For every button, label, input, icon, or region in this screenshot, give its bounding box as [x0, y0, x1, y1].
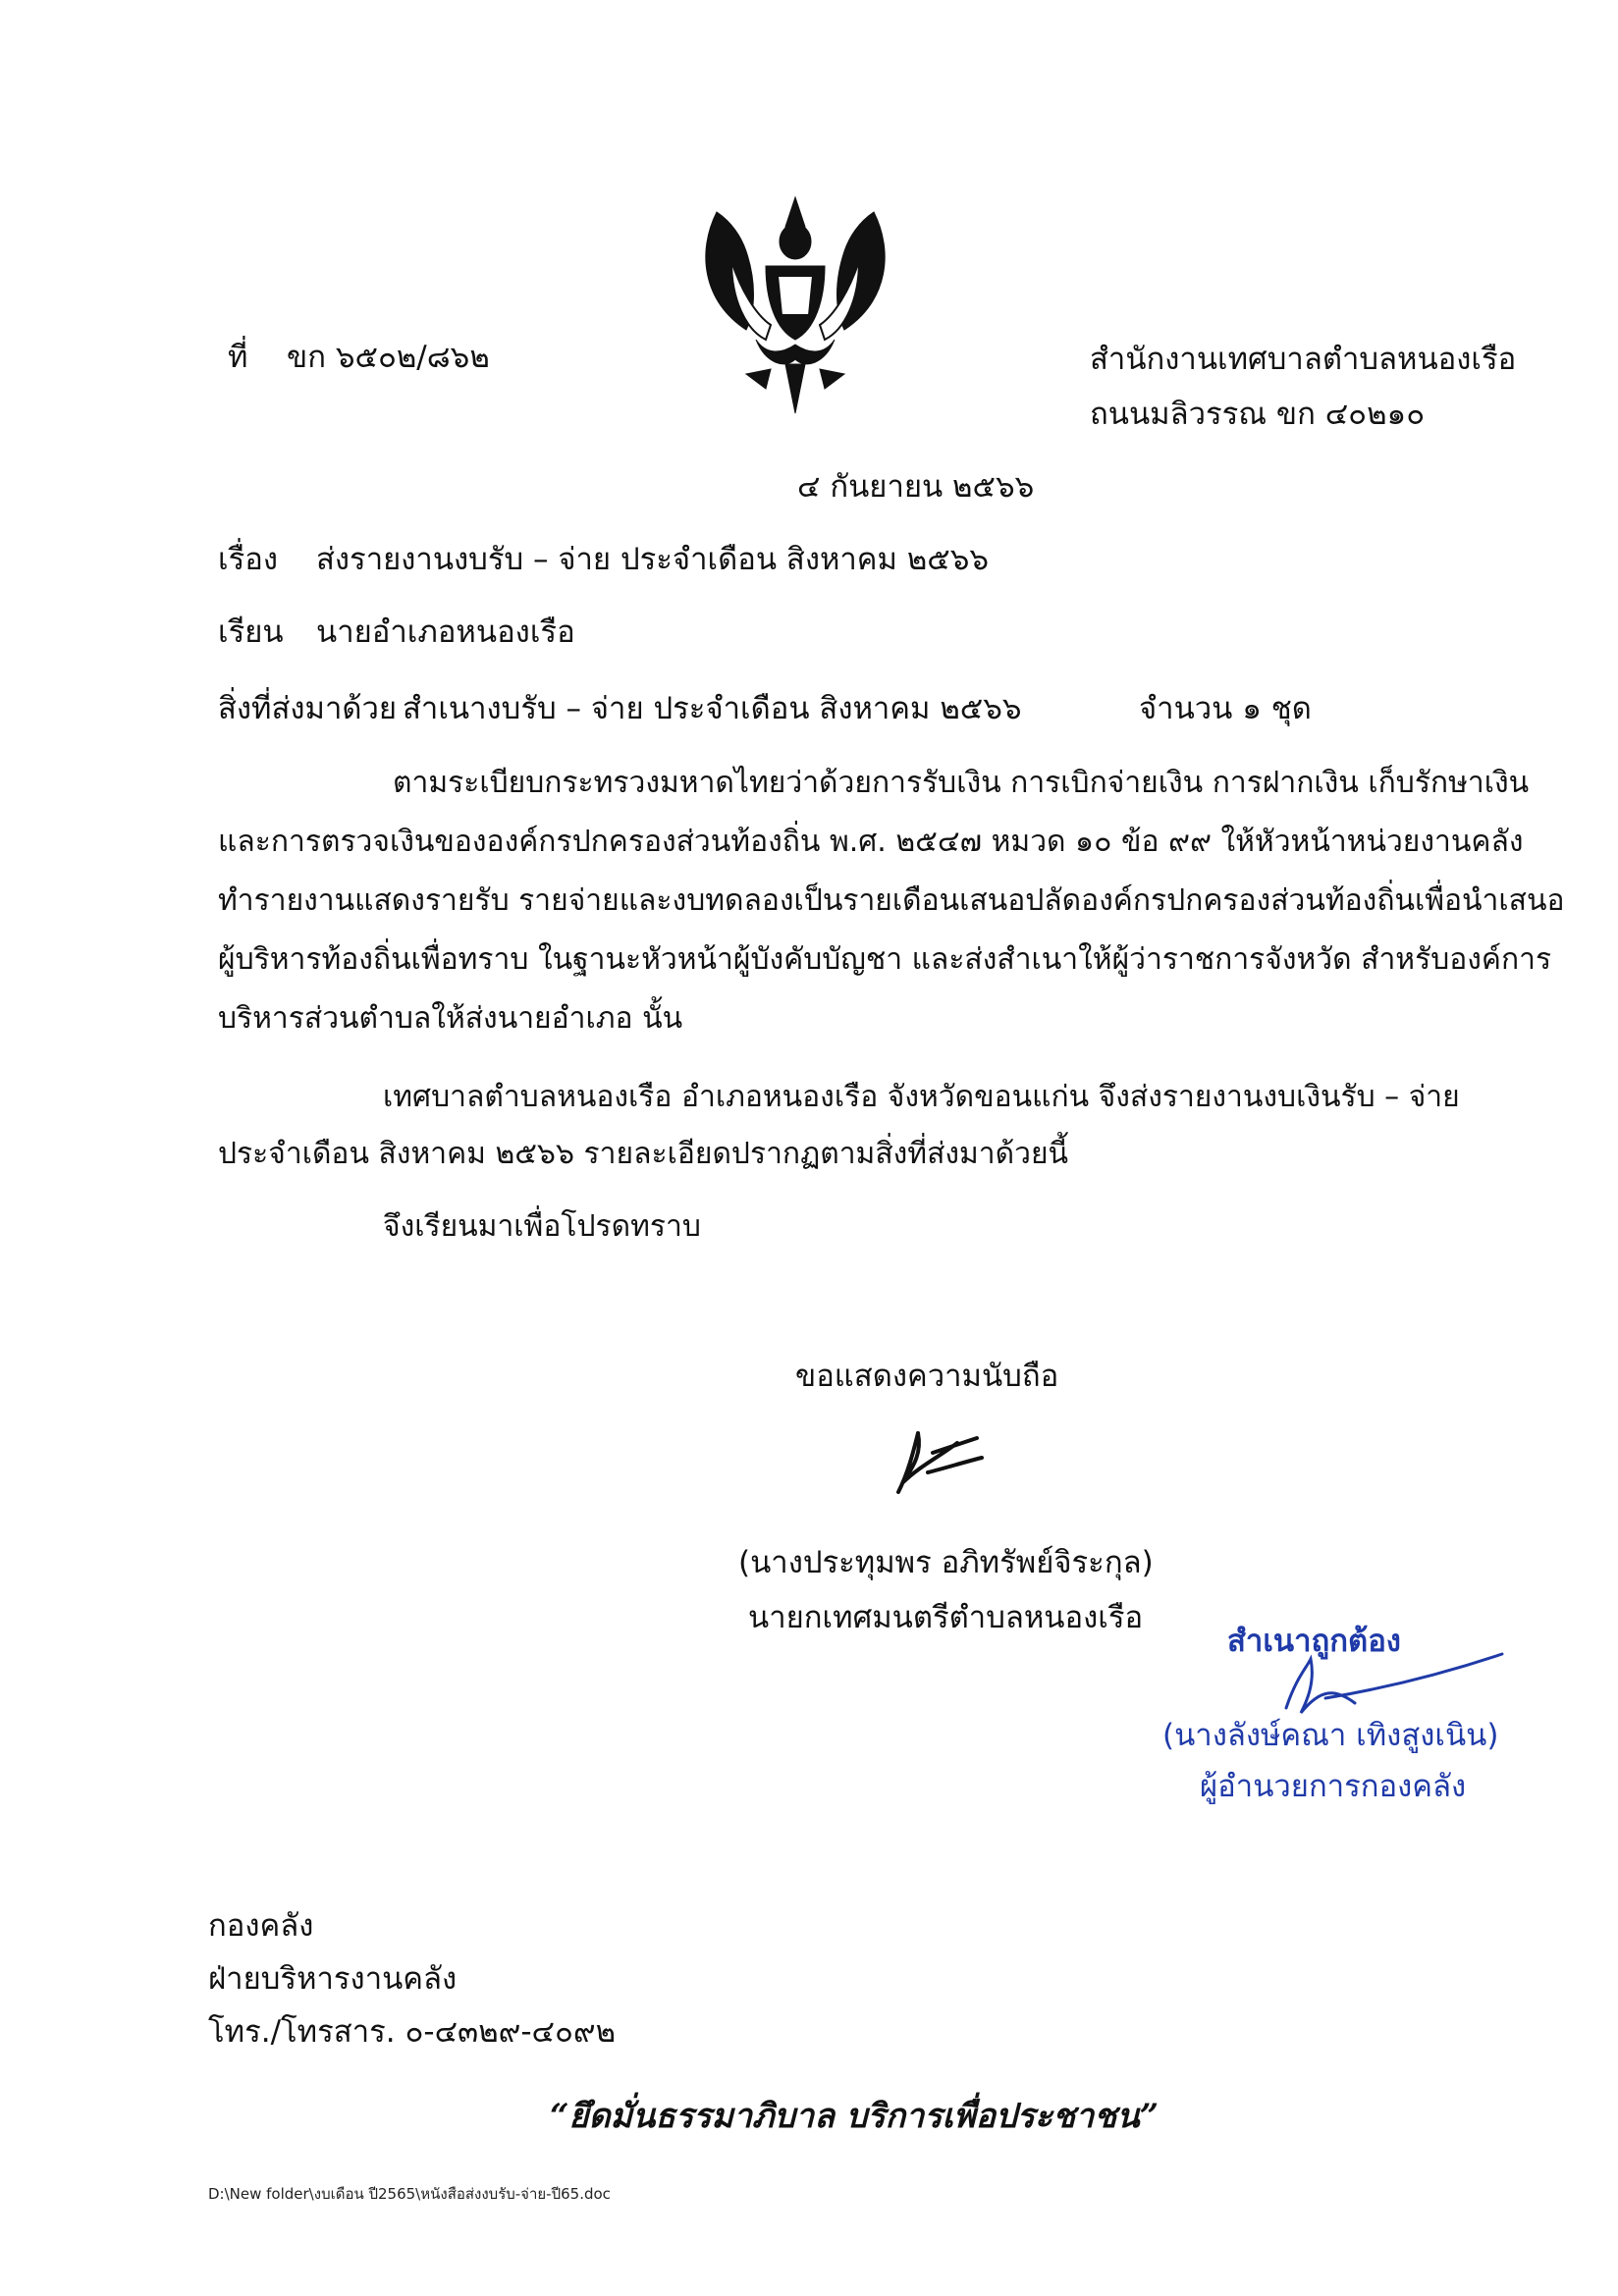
closing-phrase: ขอแสดงความนับถือ: [795, 1359, 1059, 1394]
paragraph1-line: บริหารส่วนตำบลให้ส่งนายอำเภอ นั้น: [218, 1001, 683, 1036]
reference-label: ที่: [228, 340, 248, 375]
certified-copy-stamp: สำเนาถูกต้อง: [1227, 1624, 1401, 1659]
enclosure-quantity: จำนวน ๑ ชุด: [1139, 691, 1312, 726]
paragraph1-line: ผู้บริหารท้องถิ่นเพื่อทราบ ในฐานะหัวหน้าผู้บังคับบัญชา และส่งสำเนาให้ผู้ว่าราชการจังหวัด สำหรับองค์การ: [218, 942, 1552, 977]
paragraph2-line: ประจำเดือน สิงหาคม ๒๕๖๖ รายละเอียดปรากฏตามสิ่งที่ส่งมาด้วยนี้: [218, 1137, 1069, 1171]
paragraph1-line: และการตรวจเงินขององค์กรปกครองส่วนท้องถิ่น พ.ศ. ๒๕๔๗ หมวด ๑๐ ข้อ ๙๙ ให้หัวหน้าหน่วยงานคลัง: [218, 825, 1524, 859]
signature-mayor-icon: [879, 1414, 997, 1502]
director-position: ผู้อำนวยการกองคลัง: [1200, 1769, 1467, 1804]
subject-label: เรื่อง: [218, 542, 279, 577]
signer-position: นายกเทศมนตรีตำบลหนองเรือ: [748, 1600, 1144, 1635]
office-address: ถนนมลิวรรณ ขก ๔๐๒๑๐: [1090, 397, 1426, 432]
director-name: (นางลังษ์คณา เทิงสูงเนิน): [1162, 1718, 1499, 1753]
salutation-label: เรียน: [218, 614, 284, 650]
letter-date: ๔ กันยายน ๒๕๖๖: [797, 469, 1035, 505]
paragraph1-line: ตามระเบียบกระทรวงมหาดไทยว่าด้วยการรับเงิน การเบิกจ่ายเงิน การฝากเงิน เก็บรักษาเงิน: [393, 766, 1530, 800]
garuda-emblem-icon: [687, 192, 903, 418]
salutation-text: นายอำเภอหนองเรือ: [316, 614, 575, 650]
closing-request: จึงเรียนมาเพื่อโปรดทราบ: [383, 1209, 701, 1244]
paragraph1-line: ทำรายงานแสดงรายรับ รายจ่ายและงบทดลองเป็นรายเดือนเสนอปลัดองค์กรปกครองส่วนท้องถิ่นเพื่อนำเสนอ: [218, 883, 1565, 918]
office-name: สำนักงานเทศบาลตำบลหนองเรือ: [1090, 342, 1517, 377]
footer-phone: โทร./โทรสาร. ๐-๔๓๒๙-๔๐๙๒: [208, 2014, 617, 2050]
footer-department: กองคลัง: [208, 1908, 314, 1944]
motto: “ยึดมั่นธรรมาภิบาล บริการเพื่อประชาชน”: [550, 2097, 1160, 2136]
signer-name: (นางประทุมพร อภิทรัพย์จิระกุล): [738, 1545, 1154, 1580]
file-path: D:\New folder\งบเดือน ปี2565\หนังสือส่งงบรับ-จ่าย-ปี65.doc: [208, 2185, 611, 2203]
reference-number: ขก ๖๕๐๒/๘๖๒: [287, 340, 490, 375]
enclosure-text: สำเนางบรับ – จ่าย ประจำเดือน สิงหาคม ๒๕๖๖: [403, 691, 1022, 726]
subject-text: ส่งรายงานงบรับ – จ่าย ประจำเดือน สิงหาคม ๒๕๖๖: [316, 542, 990, 577]
paragraph2-line: เทศบาลตำบลหนองเรือ อำเภอหนองเรือ จังหวัดขอนแก่น จึงส่งรายงานงบเงินรับ – จ่าย: [383, 1080, 1460, 1114]
enclosure-label: สิ่งที่ส่งมาด้วย: [218, 691, 398, 726]
footer-division: ฝ่ายบริหารงานคลัง: [208, 1961, 458, 1997]
